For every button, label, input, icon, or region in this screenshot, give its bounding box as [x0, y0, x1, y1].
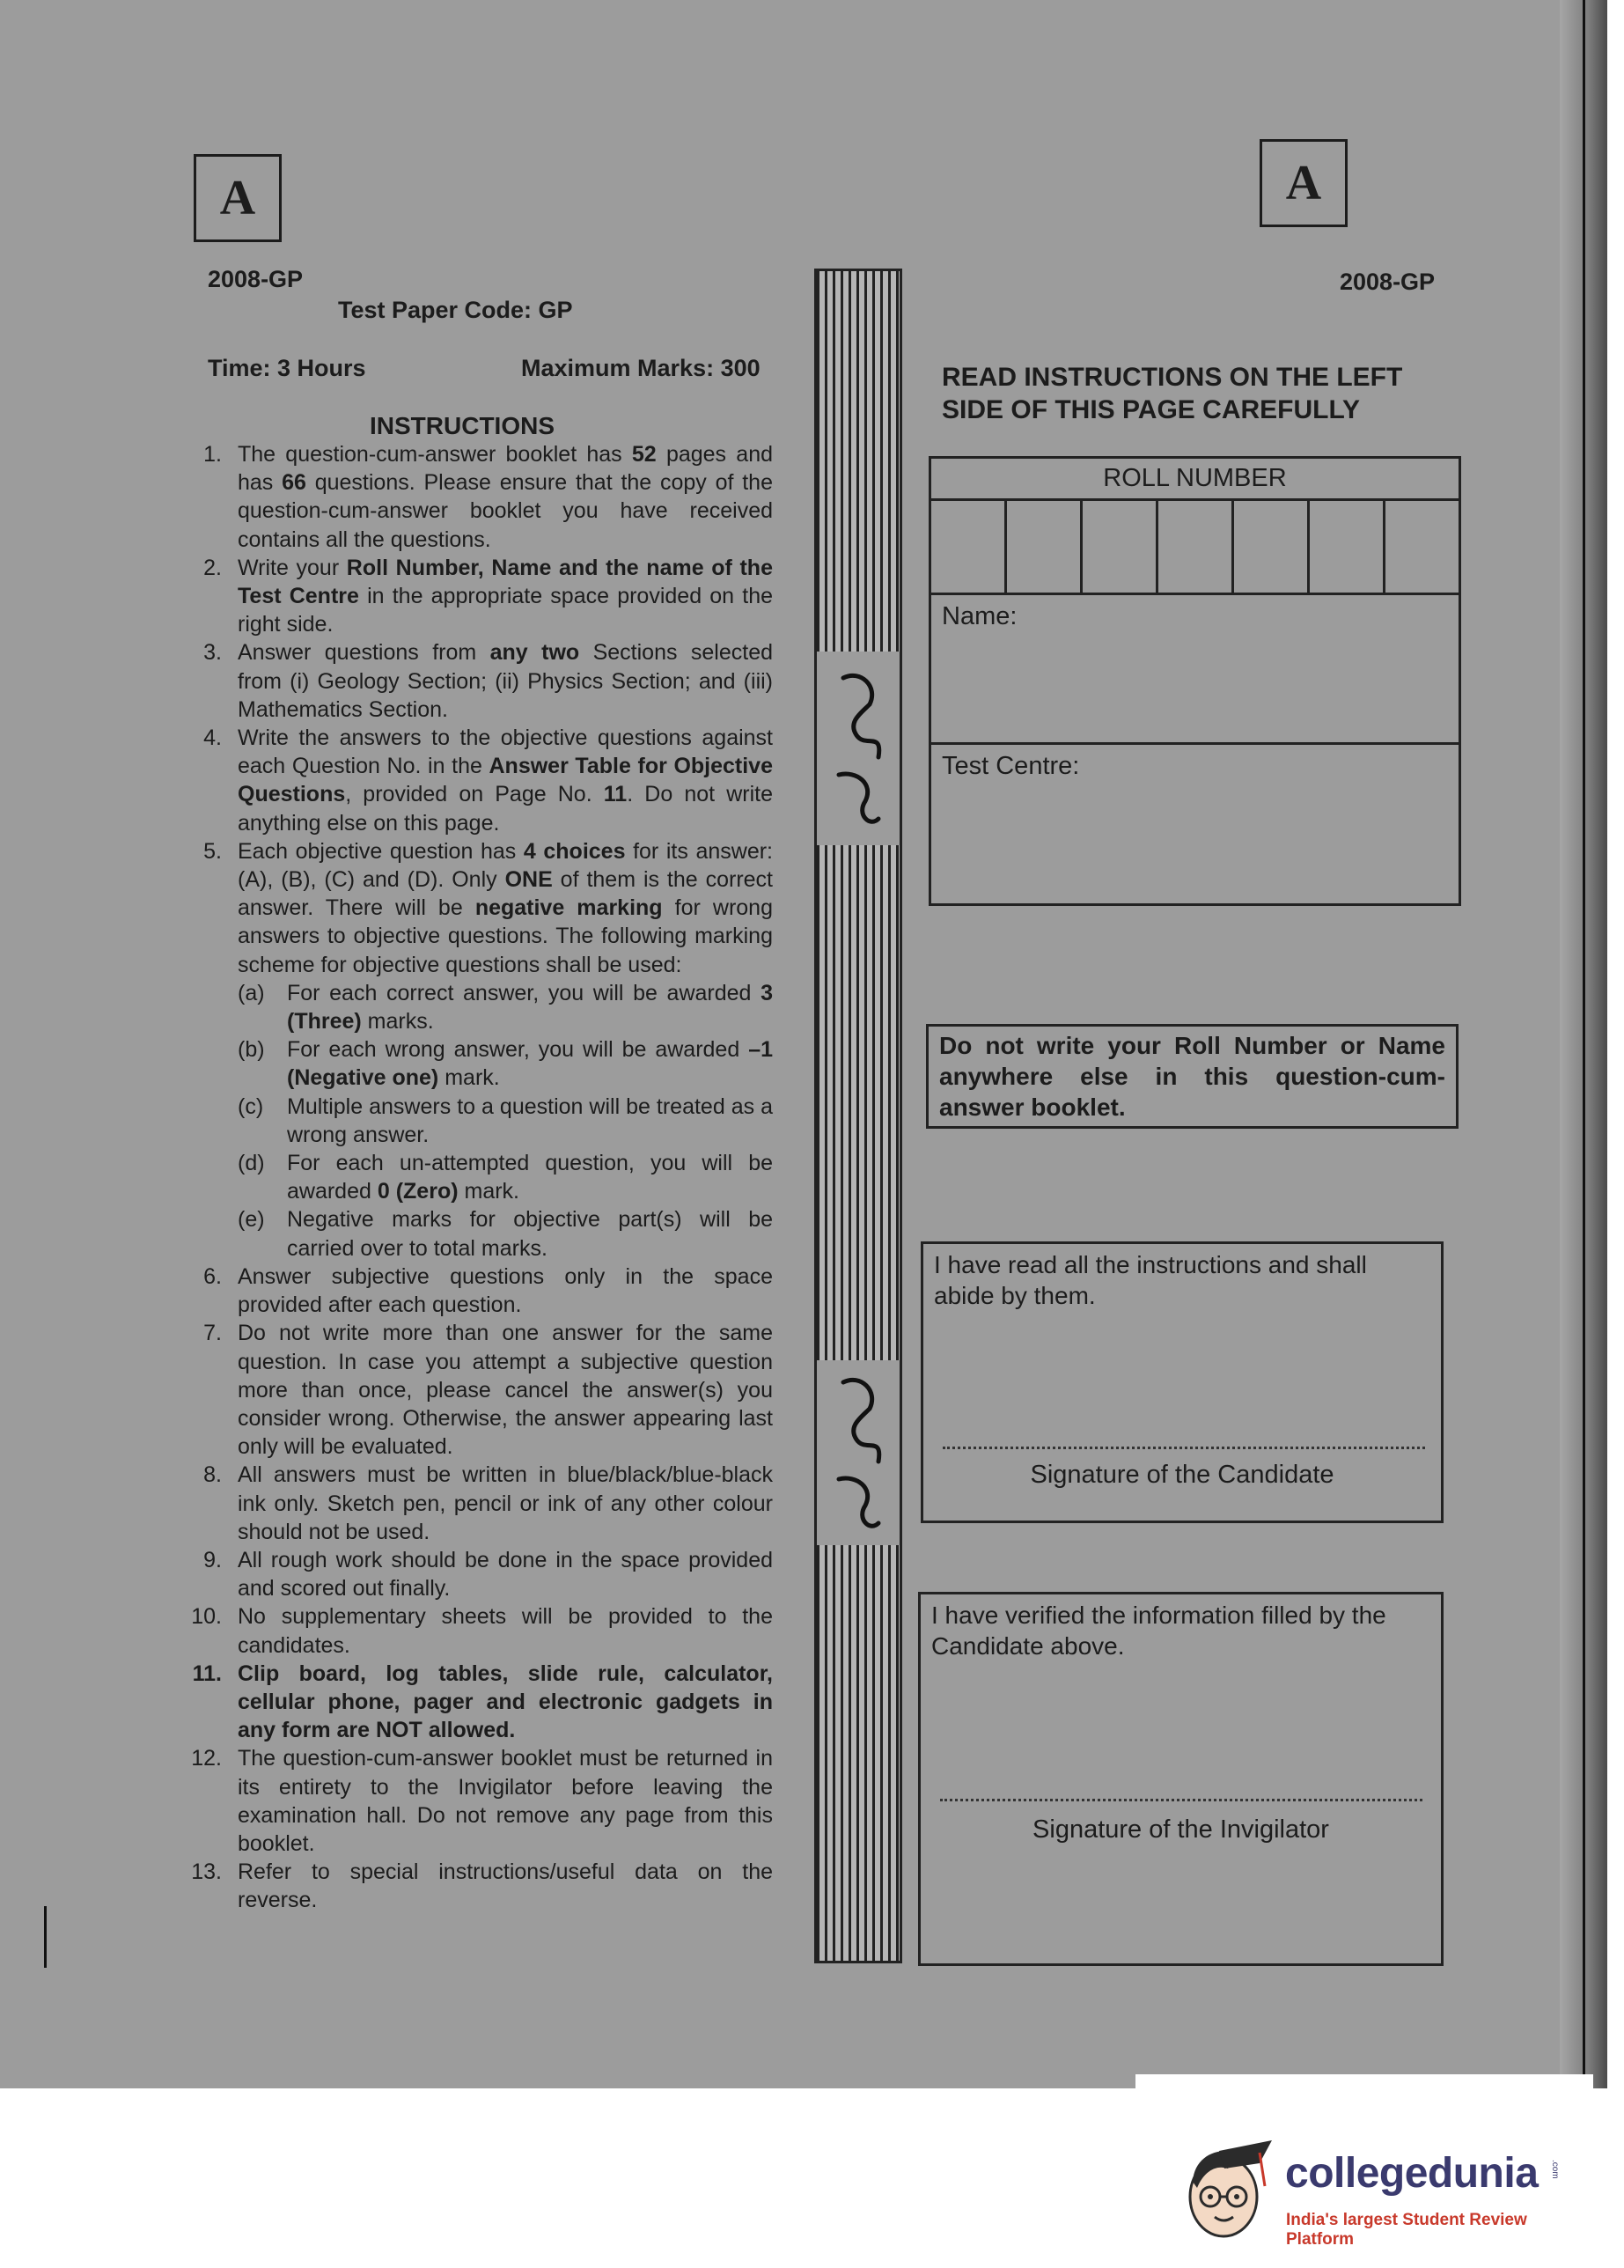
- page-edge-line: [1583, 0, 1585, 2088]
- instruction-item: [185, 1602, 773, 1659]
- instruction-item: [185, 724, 773, 837]
- roll-digit-box[interactable]: [1385, 501, 1459, 593]
- instruction-number: 6.: [203, 1263, 222, 1289]
- instruction-text: Answer subjective questions only in the space provided after each question.: [238, 1263, 773, 1318]
- marking-scheme-text: Negative marks for objective part(s) will be carried over to total marks.: [287, 1207, 773, 1261]
- marking-scheme-text: For each un-attempted question, you will be awarded 0 (Zero) mark.: [287, 1151, 773, 1204]
- marking-scheme-text: Multiple answers to a question will be treated as a wrong answer.: [287, 1094, 773, 1147]
- instruction-text: Answer questions from any two Sections selected from (i) Geology Section; (ii) Physics Section; and (iii) Mathematics Section.: [238, 640, 773, 722]
- candidate-details-table: [929, 456, 1461, 906]
- brand-domain: .com: [1550, 2160, 1560, 2179]
- name-label: Name:: [942, 602, 1018, 630]
- instructions-list: [185, 440, 773, 1915]
- instruction-number: 8.: [203, 1462, 222, 1488]
- spine-signature-panel-top: [814, 652, 902, 845]
- roll-digit-box[interactable]: [1234, 501, 1310, 593]
- instruction-text: Do not write more than one answer for the same question. In case you attempt a subjective question more than once, please cancel the answer(s) you consider wrong. Otherwise, the answer appearing last only will be evaluated.: [238, 1321, 773, 1460]
- instruction-number: 12.: [191, 1746, 222, 1771]
- instructions-heading: INSTRUCTIONS: [370, 412, 555, 439]
- read-instructions-heading: READ INSTRUCTIONS ON THE LEFT SIDE OF THIS PAGE CAREFULLY: [942, 363, 1403, 424]
- invigilator-signature-line: [940, 1799, 1422, 1801]
- marking-scheme-number: (b): [238, 1037, 265, 1063]
- candidate-signature-label: Signature of the Candidate: [1030, 1461, 1334, 1489]
- mascot-logo-icon: [1175, 2133, 1279, 2243]
- instruction-number: 5.: [203, 838, 222, 864]
- candidate-signature-box[interactable]: [921, 1241, 1444, 1523]
- marking-scheme-number: (e): [238, 1207, 265, 1233]
- instruction-item: [185, 638, 773, 724]
- invigilator-signature-box[interactable]: [918, 1592, 1444, 1966]
- binding-spine: [814, 269, 902, 1963]
- instruction-item: [185, 1263, 773, 1319]
- roll-number-boxes[interactable]: [931, 501, 1459, 595]
- instruction-number: 7.: [203, 1321, 222, 1346]
- marking-scheme-list: [238, 979, 773, 1263]
- instruction-item: [185, 1461, 773, 1546]
- instruction-item: [185, 837, 773, 1263]
- booklet-code-box-right: [1260, 139, 1348, 227]
- paper-code-left: 2008-GP: [208, 266, 304, 292]
- instruction-number: 9.: [203, 1547, 222, 1572]
- instruction-text: All answers must be written in blue/black/blue-black ink only. Sketch pen, pencil or ink of any other colour should not be used.: [238, 1462, 773, 1544]
- test-centre-field[interactable]: [931, 745, 1459, 903]
- roll-digit-box[interactable]: [1158, 501, 1234, 593]
- marking-scheme-item: [238, 1149, 773, 1205]
- test-paper-code: Test Paper Code: GP: [338, 297, 573, 323]
- roll-digit-box[interactable]: [1083, 501, 1158, 593]
- booklet-code-box-left: [194, 154, 282, 242]
- paper-code-right: 2008-GP: [1340, 269, 1436, 295]
- instruction-number: 2.: [203, 555, 222, 580]
- instruction-number: 4.: [203, 725, 222, 751]
- roll-number-label: ROLL NUMBER: [931, 459, 1459, 501]
- instruction-text: Write your Roll Number, Name and the name of the Test Centre in the appropriate space provided on the right side.: [238, 555, 774, 637]
- marking-scheme-number: (d): [238, 1151, 265, 1176]
- instruction-item: [185, 1744, 773, 1858]
- marking-scheme-item: [238, 1035, 773, 1092]
- test-centre-label: Test Centre:: [942, 752, 1080, 780]
- roll-number-warning: Do not write your Roll Number or Name anywhere else in this question-cum-answer booklet.: [926, 1024, 1459, 1129]
- spine-signature-panel-bottom: [814, 1360, 902, 1545]
- invigilator-signature-label: Signature of the Invigilator: [1032, 1815, 1329, 1844]
- instruction-item: [185, 1858, 773, 1914]
- roll-digit-box[interactable]: [931, 501, 1007, 593]
- instruction-text: No supplementary sheets will be provided to the candidates.: [238, 1604, 773, 1658]
- scan-border: [1135, 2074, 1593, 2101]
- instruction-item: [185, 554, 773, 639]
- collegedunia-watermark: [1175, 2117, 1580, 2250]
- instruction-item: [185, 440, 773, 554]
- marking-scheme-text: For each correct answer, you will be awarded 3 (Three) marks.: [287, 980, 773, 1035]
- invigilator-declaration: I have verified the information filled by the Candidate above.: [931, 1602, 1386, 1660]
- instruction-number: 3.: [203, 640, 222, 666]
- instruction-number: 1.: [203, 442, 222, 467]
- candidate-signature-line: [943, 1447, 1425, 1449]
- booklet-code-right: A: [1285, 156, 1322, 210]
- roll-digit-box[interactable]: [1007, 501, 1083, 593]
- instruction-text: Each objective question has 4 choices for its answer: (A), (B), (C) and (D). Only ONE of them is the correct answer. There will be negative marking for wrong answers to objective questions. The following marking scheme for objective questions shall be used:: [238, 838, 774, 977]
- marking-scheme-item: [238, 1205, 773, 1262]
- name-field[interactable]: [931, 595, 1459, 745]
- instruction-item: [185, 1660, 773, 1745]
- instruction-item: [185, 1319, 773, 1461]
- roll-digit-box[interactable]: [1310, 501, 1385, 593]
- booklet-code-left: A: [219, 171, 256, 225]
- brand-tagline: India's largest Student Review Platform: [1286, 2211, 1527, 2249]
- instruction-text: Refer to special instructions/useful data on the reverse.: [238, 1859, 773, 1913]
- exam-time: Time: 3 Hours: [208, 355, 366, 381]
- marking-scheme-text: For each wrong answer, you will be awarded –1 (Negative one) mark.: [287, 1037, 773, 1091]
- brand-name: collegedunia: [1285, 2150, 1539, 2197]
- instruction-number: 11.: [192, 1660, 222, 1686]
- scan-mark: [44, 1906, 47, 1968]
- marking-scheme-number: (c): [238, 1094, 264, 1119]
- instruction-text: Write the answers to the objective questions against each Question No. in the Answer Table for Objective Questions, provided on Page No. 11. Do not write anything else on this page.: [238, 725, 774, 836]
- instruction-number: 10.: [191, 1604, 222, 1630]
- instruction-text: The question-cum-answer booklet has 52 pages and has 66 questions. Please ensure that the copy of the question-cum-answer booklet you have received contains all the questions.: [238, 442, 773, 552]
- marking-scheme-item: [238, 979, 773, 1035]
- instruction-number: 13.: [191, 1859, 222, 1885]
- initials-signature-bottom: [817, 1360, 900, 1545]
- candidate-declaration: I have read all the instructions and shall abide by them.: [934, 1251, 1367, 1309]
- instruction-item: [185, 1546, 773, 1602]
- max-marks: Maximum Marks: 300: [521, 355, 761, 381]
- marking-scheme-number: (a): [238, 980, 265, 1005]
- instruction-text: The question-cum-answer booklet must be returned in its entirety to the Invigilator before leaving the examination hall. Do not remove any page from this booklet.: [238, 1746, 773, 1856]
- initials-signature-top: [817, 652, 900, 845]
- instruction-text: Clip board, log tables, slide rule, calculator, cellular phone, pager and electronic gadgets in any form are NOT allowed.: [238, 1660, 773, 1743]
- instruction-text: All rough work should be done in the space provided and scored out finally.: [238, 1547, 773, 1602]
- marking-scheme-item: [238, 1093, 773, 1149]
